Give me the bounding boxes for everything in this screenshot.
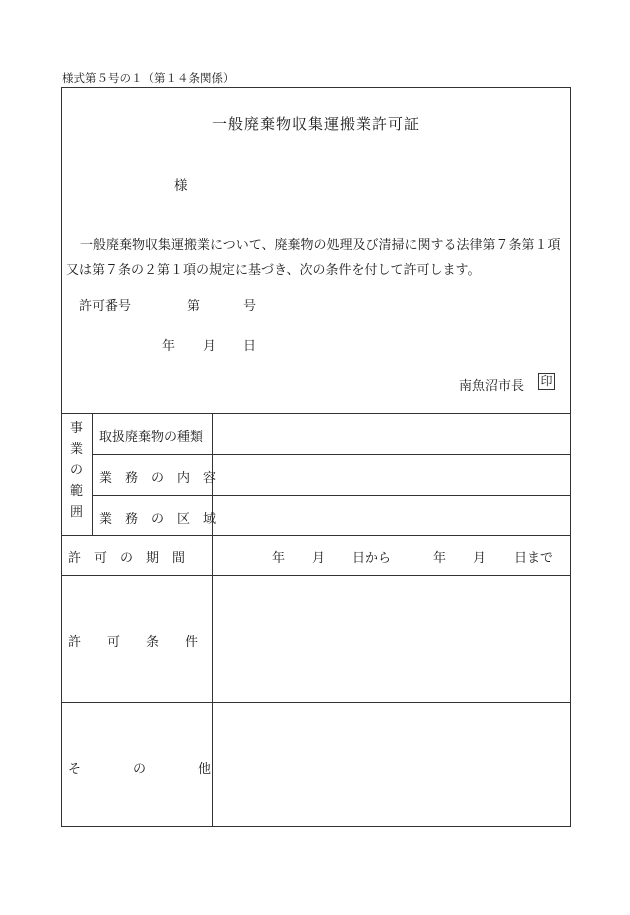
permit-number-go: 号 <box>243 299 257 314</box>
row-line-3 <box>61 535 571 536</box>
conditions-label: 許 可 条 件 <box>68 635 199 650</box>
period-to-day: 日まで <box>514 551 554 566</box>
row-line-5 <box>61 702 571 703</box>
addressee-suffix: 様 <box>174 178 188 194</box>
other-label: そ の 他 <box>68 762 212 777</box>
scope-header <box>61 418 92 523</box>
period-to-month: 月 <box>473 551 487 566</box>
date-year: 年 <box>162 339 176 354</box>
body-text: 一般廃棄物収集運搬業について、廃棄物の処理及び清掃に関する法律第７条第１項又は第７条の２第１項の規定に基づき、次の条件を付して許可します。 <box>66 238 561 278</box>
period-from-month: 月 <box>312 551 326 566</box>
scope-char: 囲 <box>69 505 83 520</box>
period-from-year: 年 <box>272 551 286 566</box>
permit-number-dai: 第 <box>187 299 201 314</box>
document-title: 一般廃棄物収集運搬業許可証 <box>211 115 420 133</box>
scope-row-business-area: 業 務 の 区 域 <box>99 512 217 527</box>
seal-mark: 印 <box>538 373 555 390</box>
scope-char: 業 <box>69 442 83 457</box>
scope-char: 事 <box>69 421 83 436</box>
period-from-day: 日から <box>352 551 392 566</box>
scope-char: 範 <box>69 484 83 499</box>
period-to-year: 年 <box>433 551 447 566</box>
table-top-line <box>61 413 571 414</box>
scope-divider <box>92 413 93 535</box>
row-line-4 <box>61 575 571 576</box>
date-month: 月 <box>203 339 217 354</box>
date-day: 日 <box>243 339 257 354</box>
row-line-2 <box>92 495 571 496</box>
issuer-mayor: 南魚沼市長 <box>459 379 525 394</box>
permit-frame <box>61 87 571 827</box>
scope-char: の <box>69 463 83 478</box>
permit-number-label: 許可番号 <box>79 299 132 314</box>
row-line-1 <box>92 454 571 455</box>
scope-row-waste-type: 取扱廃棄物の種類 <box>99 430 204 445</box>
scope-row-business-content: 業 務 の 内 容 <box>99 471 217 486</box>
period-label: 許 可 の 期 間 <box>68 551 186 566</box>
form-label: 様式第５号の１（第１４条関係） <box>62 71 235 85</box>
